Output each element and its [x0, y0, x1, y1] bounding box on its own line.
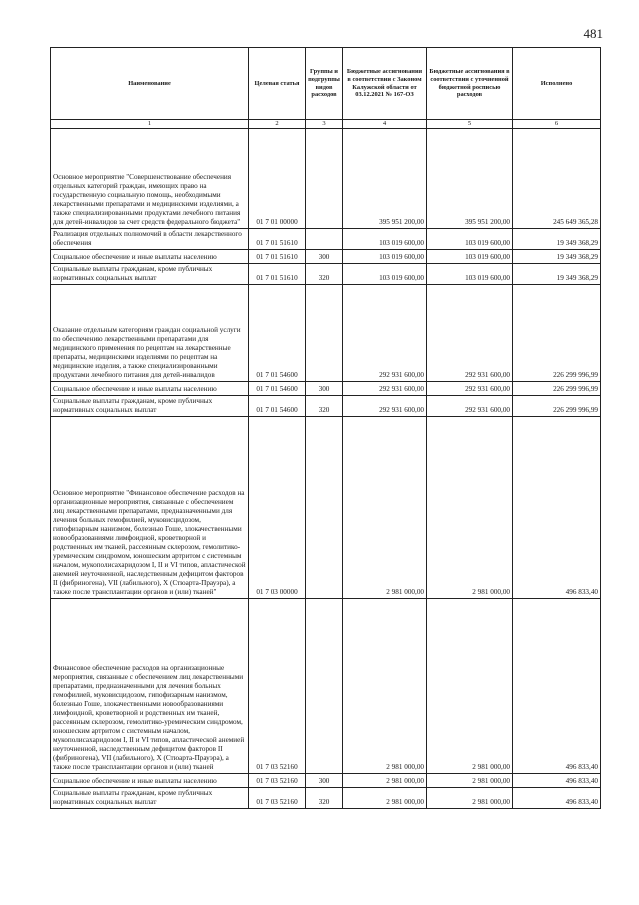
row-group: 300: [306, 774, 343, 788]
column-number: 4: [343, 120, 427, 129]
row-name: Социальное обеспечение и иные выплаты населению: [51, 382, 249, 396]
row-target-code: 01 7 03 52160: [249, 599, 306, 774]
header-refined-allocations: Бюджетные ассигнования в соответствии с уточненной бюджетной росписью расходов: [427, 48, 513, 120]
column-number: 2: [249, 120, 306, 129]
row-executed-amount: 496 833,40: [513, 417, 601, 599]
row-refined-amount: 395 951 200,00: [427, 129, 513, 229]
row-target-code: 01 7 01 54600: [249, 396, 306, 417]
row-refined-amount: 292 931 600,00: [427, 382, 513, 396]
row-refined-amount: 2 981 000,00: [427, 788, 513, 809]
table-row: [51, 599, 601, 774]
row-law-amount: 2 981 000,00: [343, 774, 427, 788]
row-executed-amount: 226 299 996,99: [513, 285, 601, 382]
row-refined-amount: 2 981 000,00: [427, 774, 513, 788]
row-executed-amount: 496 833,40: [513, 599, 601, 774]
row-target-code: 01 7 01 00000: [249, 129, 306, 229]
row-name: Реализация отдельных полномочий в области лекарственного обеспечения: [51, 229, 249, 250]
row-name: Социальные выплаты гражданам, кроме публичных нормативных социальных выплат: [51, 788, 249, 809]
row-group: 300: [306, 382, 343, 396]
row-group: [306, 285, 343, 382]
row-law-amount: 2 981 000,00: [343, 788, 427, 809]
column-number: 3: [306, 120, 343, 129]
page-number: 481: [583, 26, 603, 41]
row-target-code: 01 7 01 51610: [249, 264, 306, 285]
table-row: [51, 382, 601, 396]
row-law-amount: 2 981 000,00: [343, 599, 427, 774]
row-group: 320: [306, 396, 343, 417]
row-law-amount: 103 019 600,00: [343, 229, 427, 250]
row-executed-amount: 19 349 368,29: [513, 229, 601, 250]
row-name: Финансовое обеспечение расходов на организационные мероприятия, связанные с обеспечением лиц лекарственными препаратами, предназначенными для лечения больных гемофилией, муковисцидозом, гипофизарным нанизмом, болезнью Гоше, злокачественными новообразованиями лимфоидной, кроветворной и родственных им тканей, рассеянным склерозом, гемолитико-уремическим синдромом, юношеским артритом с системным началом, мукополисахаридозом I, II и VI типов, апластической анемией неуточненной, наследственным дефицитом факторов II (фибриногена), VII (лабильного), X (Стюарта-Прауэра), а также после трансплантации органов и (или) тканей: [51, 599, 249, 774]
row-law-amount: 292 931 600,00: [343, 285, 427, 382]
row-refined-amount: 103 019 600,00: [427, 229, 513, 250]
row-executed-amount: 245 649 365,28: [513, 129, 601, 229]
row-target-code: 01 7 03 52160: [249, 788, 306, 809]
row-executed-amount: 19 349 368,29: [513, 250, 601, 264]
row-target-code: 01 7 01 51610: [249, 250, 306, 264]
row-refined-amount: 2 981 000,00: [427, 599, 513, 774]
table-row: [51, 774, 601, 788]
row-group: 320: [306, 788, 343, 809]
table-row: [51, 250, 601, 264]
column-number: 5: [427, 120, 513, 129]
row-executed-amount: 496 833,40: [513, 774, 601, 788]
row-group: 320: [306, 264, 343, 285]
row-target-code: 01 7 01 54600: [249, 285, 306, 382]
row-name: Основное мероприятие "Совершенствование обеспечения отдельных категорий граждан, имеющих право на государственную социальную помощь, необходимыми лекарственными препаратами и медицинскими изделиями, а также специализированными продуктами лечебного питания для детей-инвалидов за счет средств федерального бюджета": [51, 129, 249, 229]
row-refined-amount: 103 019 600,00: [427, 264, 513, 285]
row-law-amount: 292 931 600,00: [343, 382, 427, 396]
row-executed-amount: 19 349 368,29: [513, 264, 601, 285]
row-executed-amount: 496 833,40: [513, 788, 601, 809]
row-law-amount: 395 951 200,00: [343, 129, 427, 229]
row-name: Оказание отдельным категориям граждан социальной услуги по обеспечению лекарственными препаратами для медицинского применения по рецептам на лекарственные препараты, медицинскими изделиями по рецептам на медицинские изделия, а также специализированными продуктами лечебного питания для детей-инвалидов: [51, 285, 249, 382]
row-name: Социальные выплаты гражданам, кроме публичных нормативных социальных выплат: [51, 396, 249, 417]
row-group: [306, 129, 343, 229]
row-executed-amount: 226 299 996,99: [513, 382, 601, 396]
row-group: [306, 417, 343, 599]
header-name: Наименование: [51, 48, 249, 120]
row-law-amount: 2 981 000,00: [343, 417, 427, 599]
row-name: Социальные выплаты гражданам, кроме публичных нормативных социальных выплат: [51, 264, 249, 285]
row-target-code: 01 7 01 51610: [249, 229, 306, 250]
row-law-amount: 103 019 600,00: [343, 250, 427, 264]
header-law-allocations: Бюджетные ассигнования в соответствии с Законом Калужской области от 03.12.2021 № 167-ОЗ: [343, 48, 427, 120]
row-target-code: 01 7 03 52160: [249, 774, 306, 788]
table-header-row: [51, 48, 601, 120]
header-expense-group: Группы и подгруппы видов расходов: [306, 48, 343, 120]
row-group: 300: [306, 250, 343, 264]
row-name: Основное мероприятие "Финансовое обеспечение расходов на организационные мероприятия, связанные с обеспечением лиц лекарственными препаратами, предназначенными для лечения больных гемофилией, муковисцидозом, гипофизарным нанизмом, болезнью Гоше, злокачественными новообразованиями лимфоидной, кроветворной и родственных им тканей, рассеянным склерозом, гемолитико-уремическим синдромом, юношеским артритом с системным началом, мукополисахаридозом I, II и VI типов, апластической анемией неуточненной, наследственным дефицитом факторов II (фибриногена), VII (лабильного), X (Стюарта-Прауэра), а также после трансплантации органов и (или) тканей": [51, 417, 249, 599]
row-refined-amount: 103 019 600,00: [427, 250, 513, 264]
row-target-code: 01 7 03 00000: [249, 417, 306, 599]
table-row: [51, 264, 601, 285]
table-row: [51, 129, 601, 229]
row-group: [306, 599, 343, 774]
header-executed: Исполнено: [513, 48, 601, 120]
row-target-code: 01 7 01 54600: [249, 382, 306, 396]
table-row: [51, 417, 601, 599]
table-row: [51, 396, 601, 417]
row-name: Социальное обеспечение и иные выплаты населению: [51, 774, 249, 788]
budget-table: [50, 47, 601, 809]
row-law-amount: 103 019 600,00: [343, 264, 427, 285]
row-group: [306, 229, 343, 250]
header-target-article: Целевая статья: [249, 48, 306, 120]
column-number-row: [51, 120, 601, 129]
column-number: 6: [513, 120, 601, 129]
row-refined-amount: 292 931 600,00: [427, 285, 513, 382]
table-row: [51, 788, 601, 809]
row-refined-amount: 292 931 600,00: [427, 396, 513, 417]
row-name: Социальное обеспечение и иные выплаты населению: [51, 250, 249, 264]
table-row: [51, 229, 601, 250]
column-number: 1: [51, 120, 249, 129]
row-refined-amount: 2 981 000,00: [427, 417, 513, 599]
table-row: [51, 285, 601, 382]
row-law-amount: 292 931 600,00: [343, 396, 427, 417]
row-executed-amount: 226 299 996,99: [513, 396, 601, 417]
